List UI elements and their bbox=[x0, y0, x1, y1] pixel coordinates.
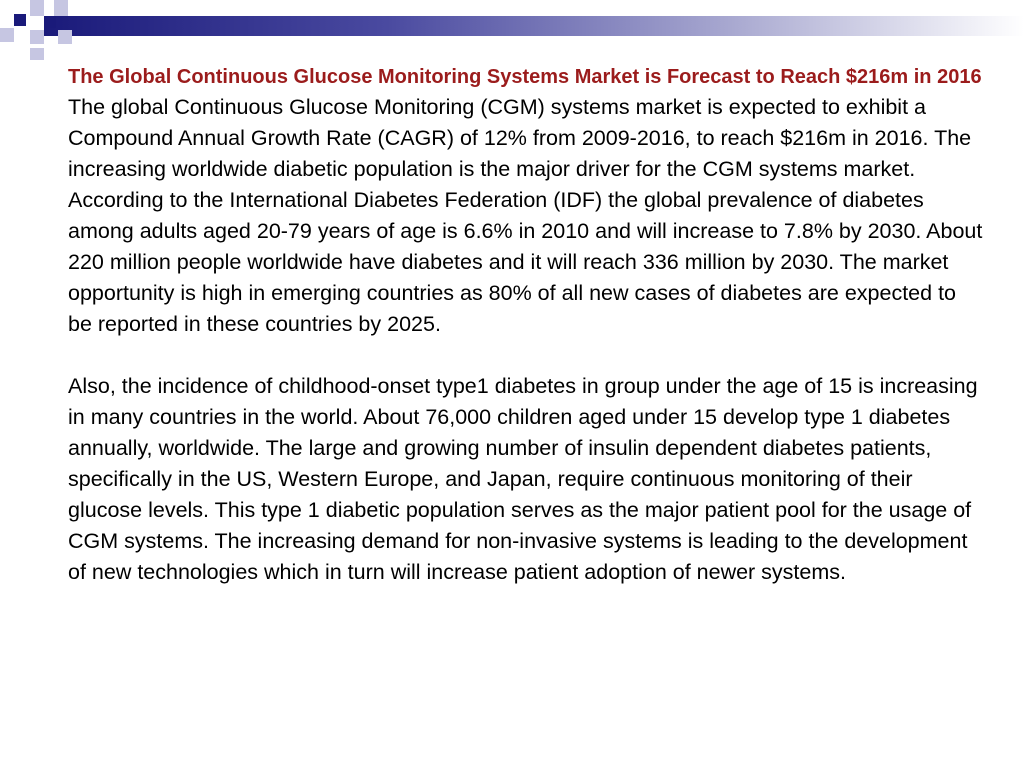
decorative-square bbox=[30, 48, 44, 60]
body-paragraph: The global Continuous Glucose Monitoring (CGM) systems market is expected to exhibit a Compound Annual Growth Rate (CAGR) of 12% from 2009-2016, to reach $216m in 2016. The increasing worldwide diabetic population is the major driver for the CGM systems market. According to the International Diabetes Federation (IDF) the global prevalence of diabetes among adults aged 20-79 years of age is 6.6% in 2010 and will increase to 7.8% by 2030. About 220 million people worldwide have diabetes and it will reach 336 million by 2030. The market opportunity is high in emerging countries as 80% of all new cases of diabetes are expected to be reported in these countries by 2025. bbox=[68, 95, 983, 336]
decorative-square bbox=[44, 16, 56, 28]
decorative-square bbox=[14, 14, 26, 26]
decorative-square bbox=[30, 0, 44, 16]
decorative-square bbox=[0, 28, 14, 42]
decorative-square bbox=[30, 30, 44, 44]
slide-content bbox=[68, 62, 984, 588]
header-gradient-bar bbox=[44, 16, 1024, 36]
decorative-square bbox=[58, 30, 72, 44]
slide-title: The Global Continuous Glucose Monitoring Systems Market is Forecast to Reach $216m in 2016 bbox=[68, 66, 982, 88]
decorative-square bbox=[54, 0, 68, 16]
body-paragraph: Also, the incidence of childhood-onset type1 diabetes in group under the age of 15 is increasing in many countries in the world. About 76,000 children aged under 15 develop type 1 diabetes annually, worldwide. The large and growing number of insulin dependent diabetes patients, specifically in the US, Western Europe, and Japan, require continuous monitoring of their glucose levels. This type 1 diabetic population serves as the major patient pool for the usage of CGM systems. The increasing demand for non-invasive systems is leading to the development of new technologies which in turn will increase patient adoption of newer systems. bbox=[68, 374, 978, 584]
